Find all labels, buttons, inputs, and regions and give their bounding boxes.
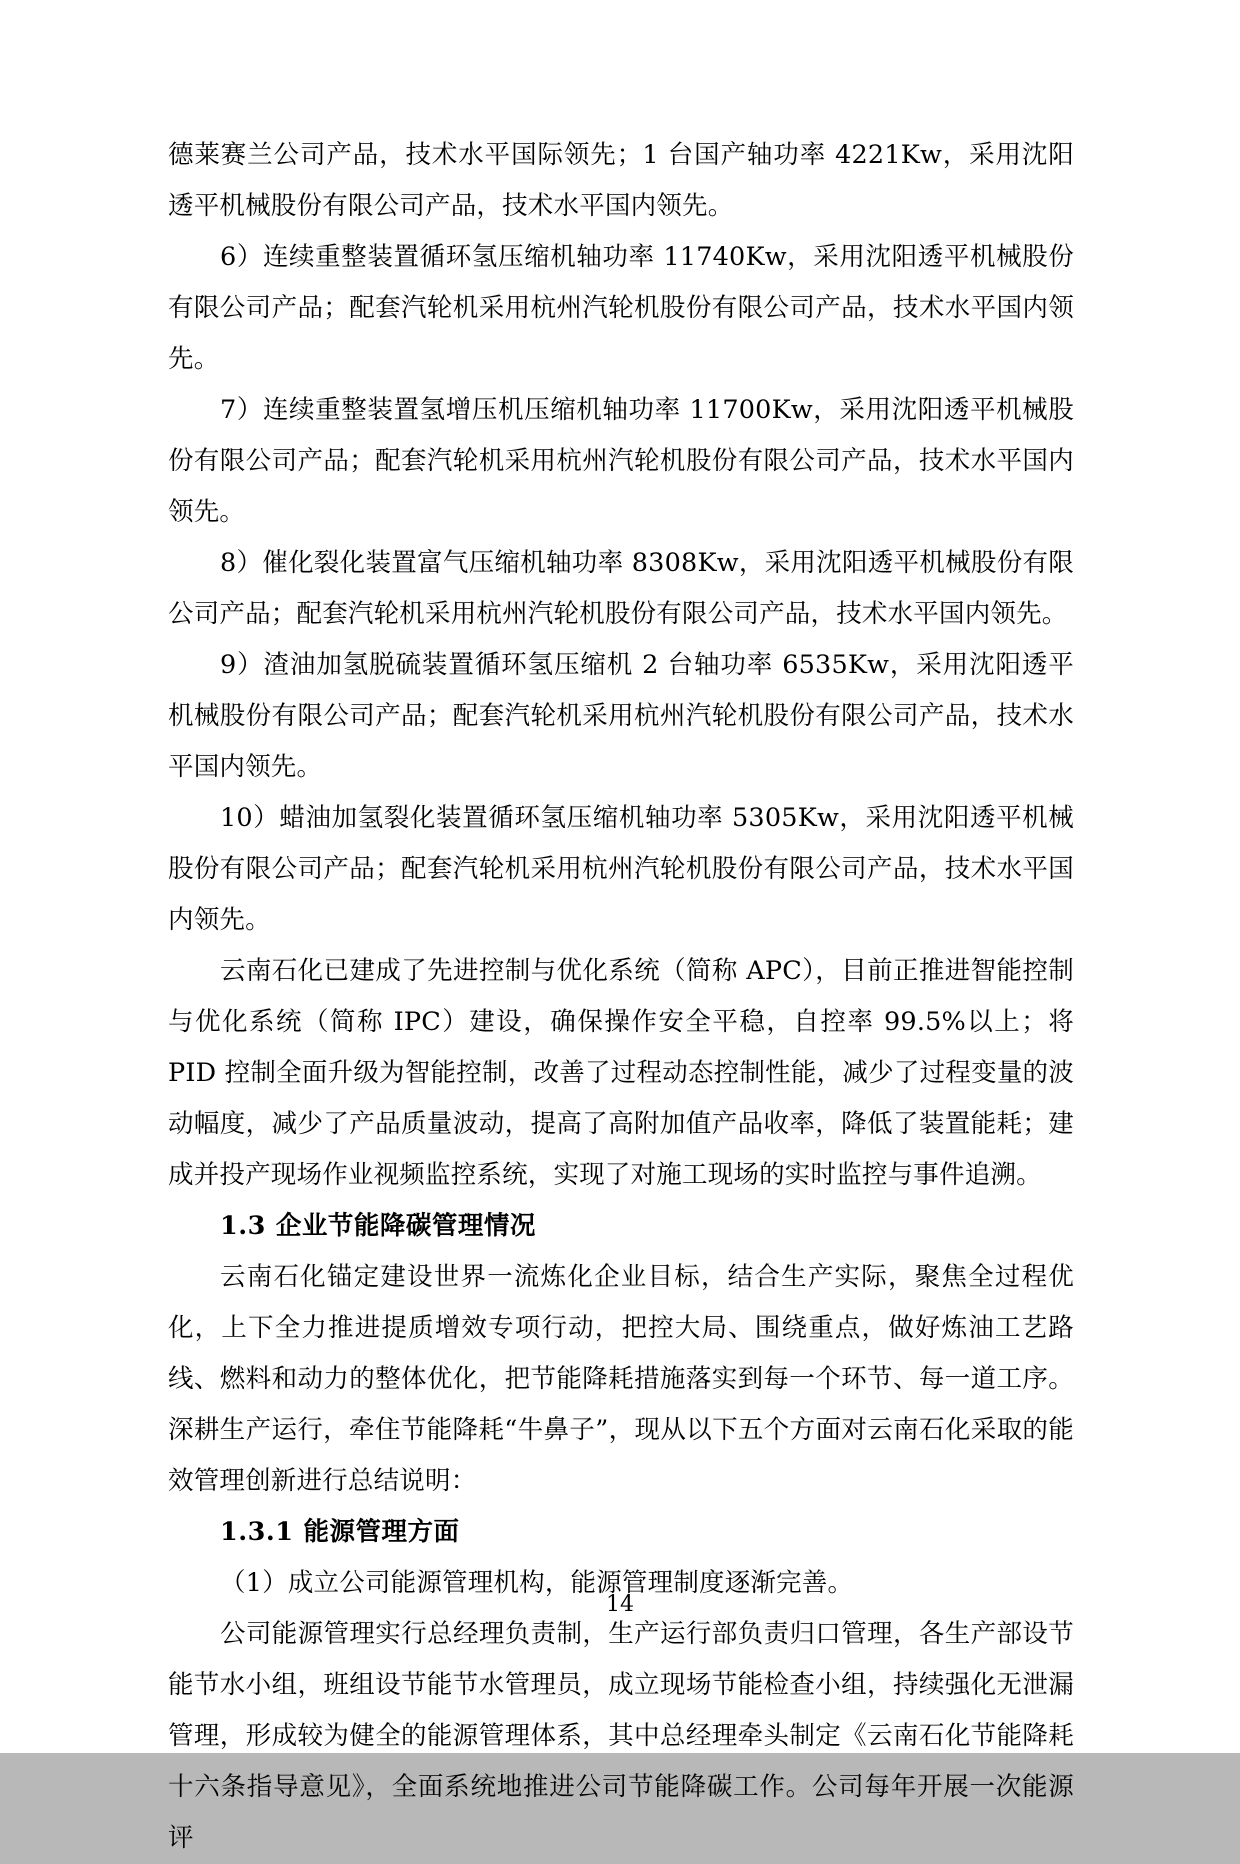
section-heading-1-3-1 <box>168 1507 1074 1558</box>
paragraph-apc-ipc: 云南石化已建成了先进控制与优化系统（简称 APC），目前正推进智能控制与优化系统（简称 IPC）建设，确保操作安全平稳，自控率 99.5%以上；将 PID 控制全面升级为智能控制，改善了过程动态控制性能，减少了过程变量的波动幅度，减少了产品质量波动，提高了高附加值产品收率，降低了装置能耗；建成并投产现场作业视频监控系统，实现了对施工现场的实时监控与事件追溯。 <box>168 956 1074 1190</box>
paragraph-overview: 云南石化锚定建设世界一流炼化企业目标，结合生产实际，聚焦全过程优化，上下全力推进提质增效专项行动，把控大局、围绕重点，做好炼油工艺路线、燃料和动力的整体优化，把节能降耗措施落实到每一个环节、每一道工序。深耕生产运行，牵住节能降耗“牛鼻子”，现从以下五个方面对云南石化采取的能效管理创新进行总结说明： <box>168 1262 1074 1496</box>
paragraph-item-9: 9）渣油加氢脱硫装置循环氢压缩机 2 台轴功率 6535Kw，采用沈阳透平机械股份有限公司产品；配套汽轮机采用杭州汽轮机股份有限公司产品，技术水平国内领先。 <box>168 650 1074 782</box>
section-heading-1-3 <box>168 1201 1074 1252</box>
section-title-1-3-1: 能源管理方面 <box>303 1517 460 1547</box>
paragraph-item-10: 10）蜡油加氢裂化装置循环氢压缩机轴功率 5305Kw，采用沈阳透平机械股份有限公司产品；配套汽轮机采用杭州汽轮机股份有限公司产品，技术水平国内领先。 <box>168 803 1074 935</box>
paragraph-continued: 德莱赛兰公司产品，技术水平国际领先；1 台国产轴功率 4221Kw，采用沈阳透平机械股份有限公司产品，技术水平国内领先。 <box>168 140 1074 221</box>
section-number-1-3-1: 1.3.1 <box>220 1517 294 1547</box>
paragraph-item-7: 7）连续重整装置氢增压机压缩机轴功率 11700Kw，采用沈阳透平机械股份有限公司产品；配套汽轮机采用杭州汽轮机股份有限公司产品，技术水平国内领先。 <box>168 395 1074 527</box>
paragraph-energy-management: 公司能源管理实行总经理负责制，生产运行部负责归口管理，各生产部设节能节水小组，班组设节能节水管理员，成立现场节能检查小组，持续强化无泄漏管理，形成较为健全的能源管理体系，其中总经理牵头制定《云南石化节能降耗十六条指导意见》，全面系统地推进公司节能降碳工作。公司每年开展一次能源评 <box>168 1619 1074 1853</box>
section-title-1-3: 企业节能降碳管理情况 <box>275 1211 536 1241</box>
paragraph-item-6: 6）连续重整装置循环氢压缩机轴功率 11740Kw，采用沈阳透平机械股份有限公司产品；配套汽轮机采用杭州汽轮机股份有限公司产品，技术水平国内领先。 <box>168 242 1074 374</box>
paragraph-item-8: 8）催化裂化装置富气压缩机轴功率 8308Kw，采用沈阳透平机械股份有限公司产品；配套汽轮机采用杭州汽轮机股份有限公司产品，技术水平国内领先。 <box>168 548 1074 629</box>
paragraph-sub-item-1: （1）成立公司能源管理机构，能源管理制度逐渐完善。 <box>220 1568 854 1598</box>
page-number: 14 <box>606 1592 634 1617</box>
section-number-1-3: 1.3 <box>220 1211 266 1241</box>
